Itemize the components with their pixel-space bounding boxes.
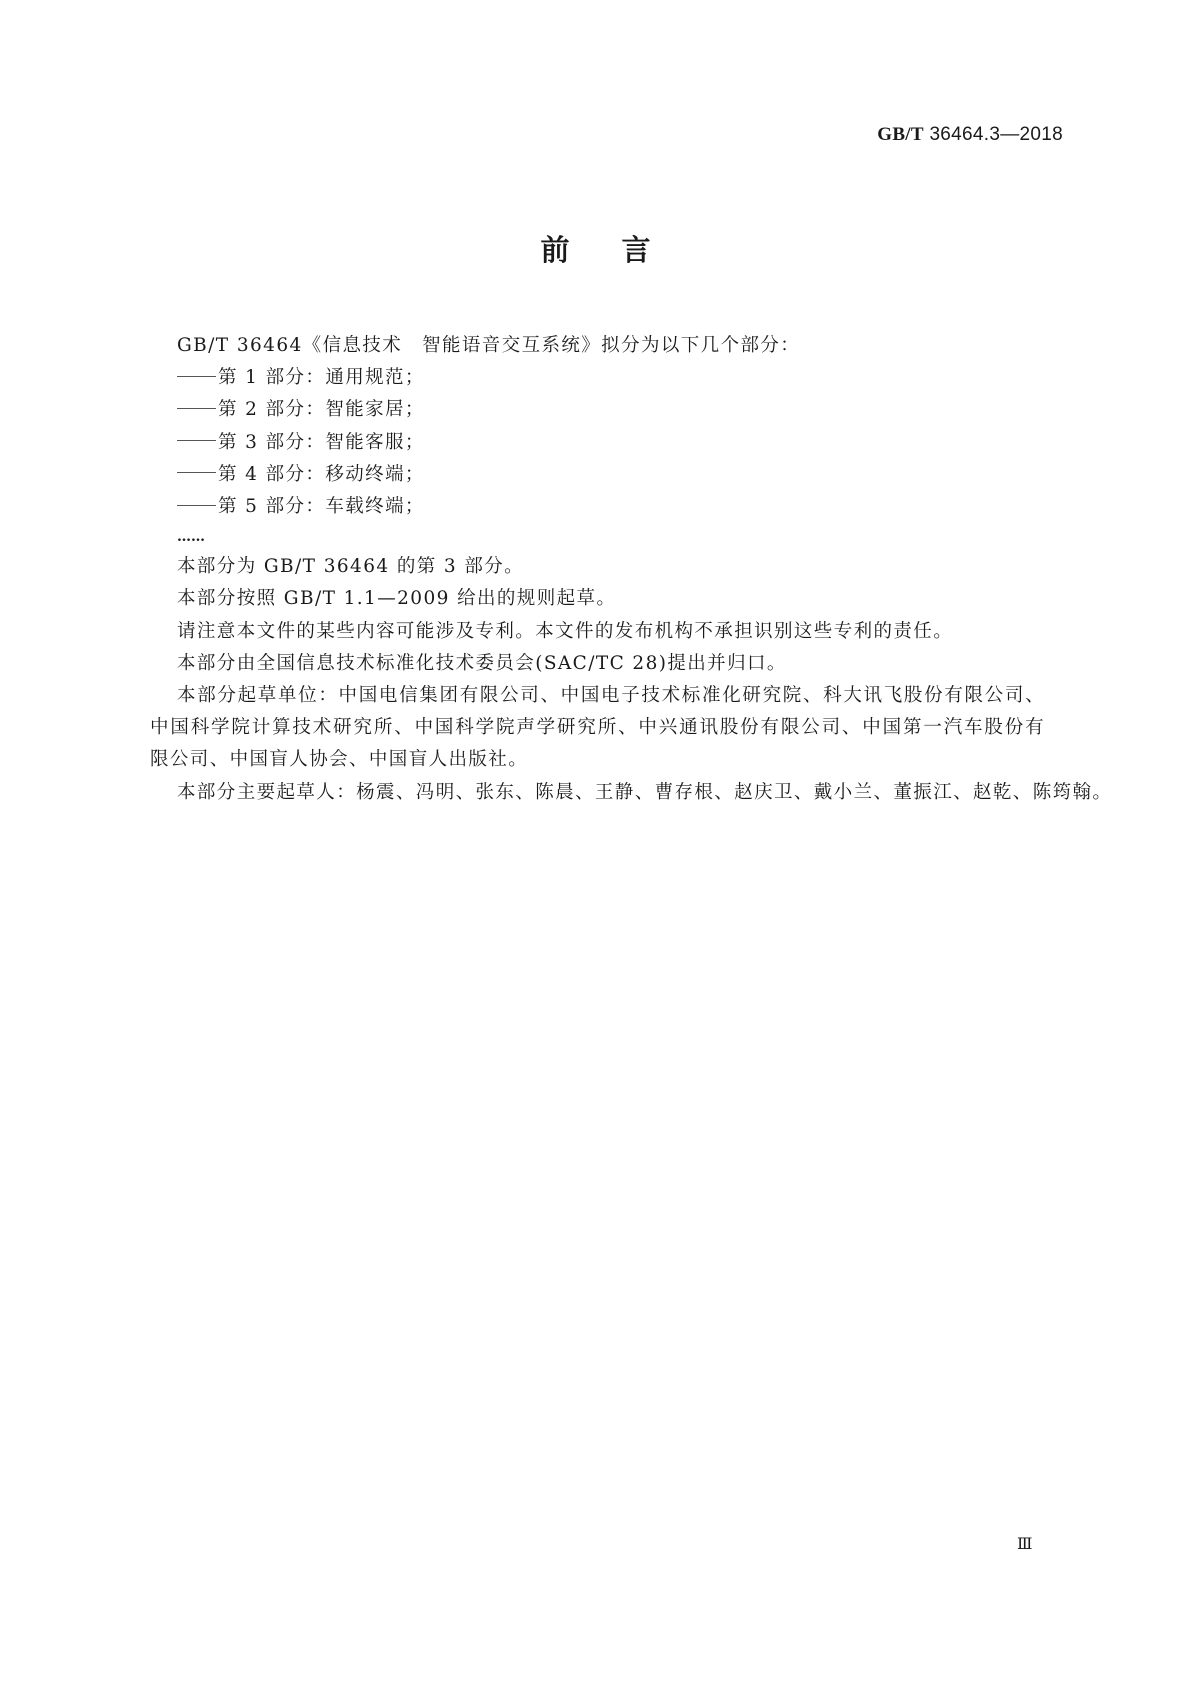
- standard-prefix: GB/T: [877, 124, 924, 145]
- paragraph-drafting-rules: 本部分按照 GB/T 1.1—2009 给出的规则起草。: [177, 588, 617, 610]
- paragraph-drafting-units: 本部分起草单位：中国电信集团有限公司、中国电子技术标准化研究院、科大讯飞股份有限公司、中国科学院计算技术研究所、中国科学院声学研究所、中兴通讯股份有限公司、中国第一汽车股份有限公司、中国盲人协会、中国盲人出版社。: [150, 685, 1045, 771]
- page-number: Ⅲ: [1017, 1534, 1033, 1553]
- em-dash-icon: [177, 408, 216, 409]
- part-label: 第 4 部分：移动终端；: [218, 463, 425, 485]
- paragraph-drafters: 本部分主要起草人：杨震、冯明、张东、陈晨、王静、曹存根、赵庆卫、戴小兰、董振江、赵乾、陈筠翰。: [177, 781, 1113, 803]
- part-label: 第 1 部分：通用规范；: [218, 367, 425, 389]
- part-list-item: [150, 491, 1045, 523]
- paragraph-patent-notice: 请注意本文件的某些内容可能涉及专利。本文件的发布机构不承担识别这些专利的责任。: [177, 620, 954, 642]
- em-dash-icon: [177, 505, 216, 506]
- part-list-item: [150, 459, 1045, 491]
- list-ellipsis: ……: [177, 529, 205, 546]
- part-list-item: [150, 394, 1045, 426]
- paragraph-committee: 本部分由全国信息技术标准化技术委员会(SAC/TC 28)提出并归口。: [177, 652, 787, 674]
- intro-paragraph: GB/T 36464《信息技术 智能语音交互系统》拟分为以下几个部分：: [177, 335, 801, 356]
- part-label: 第 3 部分：智能客服；: [218, 431, 425, 453]
- em-dash-icon: [177, 472, 216, 473]
- part-label: 第 5 部分：车载终端；: [218, 496, 425, 518]
- standard-number-header: [877, 124, 1063, 146]
- em-dash-icon: [177, 440, 216, 441]
- part-list-item: [150, 362, 1045, 394]
- em-dash-icon: [177, 376, 216, 377]
- page-title: 前言: [540, 233, 703, 267]
- part-label: 第 2 部分：智能家居；: [218, 399, 425, 421]
- foreword-body: [150, 330, 1113, 809]
- part-list-item: [150, 427, 1045, 459]
- standard-code: 36464.3—2018: [929, 124, 1063, 145]
- paragraph-part-statement: 本部分为 GB/T 36464 的第 3 部分。: [177, 556, 525, 578]
